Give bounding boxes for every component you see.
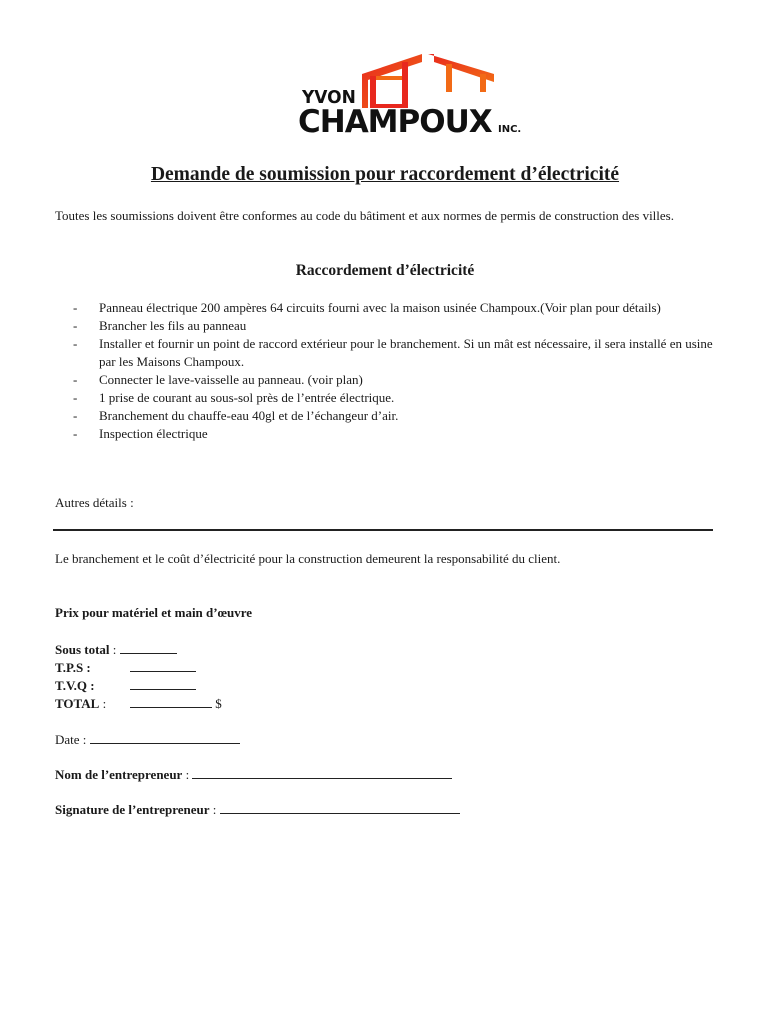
list-item (55, 389, 720, 407)
subtotal-field[interactable] (120, 641, 177, 654)
bullet: - (73, 408, 78, 423)
list-item (55, 425, 720, 443)
company-logo (298, 52, 534, 144)
contractor-signature-separator: : (209, 802, 217, 817)
bullet: - (73, 318, 78, 333)
list-item (55, 371, 720, 389)
responsibility-note: Le branchement et le coût d’électricité pour la construction demeurent la responsabilité du client. (55, 551, 561, 566)
date-row (55, 731, 240, 748)
tps-label: T.P.S : (55, 660, 91, 675)
date-field[interactable] (90, 731, 240, 744)
price-heading: Prix pour matériel et main d’œuvre (55, 605, 253, 620)
currency-symbol: $ (215, 696, 222, 711)
list-item (55, 335, 720, 371)
intro-paragraph: Toutes les soumissions doivent être conformes au code du bâtiment et aux normes de permis de construction des villes. (55, 208, 674, 223)
contractor-signature-label: Signature de l’entrepreneur (55, 802, 210, 817)
total-separator: : (99, 696, 107, 711)
list-item-text: Brancher les fils au panneau (99, 318, 247, 333)
contractor-signature-row (55, 801, 460, 818)
list-item-text: Branchement du chauffe-eau 40gl et de l’échangeur d’air. (99, 408, 399, 423)
tvq-label: T.V.Q : (55, 678, 95, 693)
list-item-text: Connecter le lave-vaisselle au panneau. (voir plan) (99, 372, 363, 387)
list-item (55, 317, 720, 335)
bullet: - (73, 390, 78, 405)
list-item-text: Installer et fournir un point de raccord extérieur pour le branchement. Si un mât est nécessaire, il sera installé en usine par les Maisons Champoux. (99, 336, 713, 369)
list-item-text: Inspection électrique (99, 426, 208, 441)
contractor-name-label: Nom de l’entrepreneur (55, 767, 183, 782)
contractor-signature-field[interactable] (220, 801, 460, 814)
contractor-name-row (55, 766, 452, 783)
list-item-text: 1 prise de courant au sous-sol près de l’entrée électrique. (99, 390, 395, 405)
subtotal-separator: : (109, 642, 117, 657)
section-heading: Raccordement d’électricité (295, 262, 475, 279)
subtotal-label: Sous total (55, 642, 110, 657)
bullet: - (73, 372, 78, 387)
contractor-name-separator: : (182, 767, 190, 782)
other-details-label: Autres détails : (55, 495, 134, 510)
date-label: Date : (55, 732, 87, 747)
tps-field[interactable] (130, 659, 196, 672)
contractor-name-field[interactable] (192, 766, 452, 779)
logo-text-champoux: CHAMPOUX (298, 104, 492, 140)
tvq-field[interactable] (130, 677, 196, 690)
logo-text-yvon: YVON (302, 87, 356, 109)
total-label: TOTAL (55, 696, 100, 711)
page-title: Demande de soumission pour raccordement d’électricité (150, 164, 620, 185)
other-details-field[interactable] (53, 529, 713, 531)
total-field[interactable] (130, 695, 212, 708)
list-item (55, 299, 720, 317)
list-item-text: Panneau électrique 200 ampères 64 circuits fourni avec la maison usinée Champoux.(Voir plan pour détails) (99, 300, 661, 315)
task-list (55, 299, 720, 443)
bullet: - (73, 336, 78, 351)
bullet: - (73, 426, 78, 441)
logo-text-inc: INC. (498, 124, 522, 135)
bullet: - (73, 300, 78, 315)
list-item (55, 407, 720, 425)
